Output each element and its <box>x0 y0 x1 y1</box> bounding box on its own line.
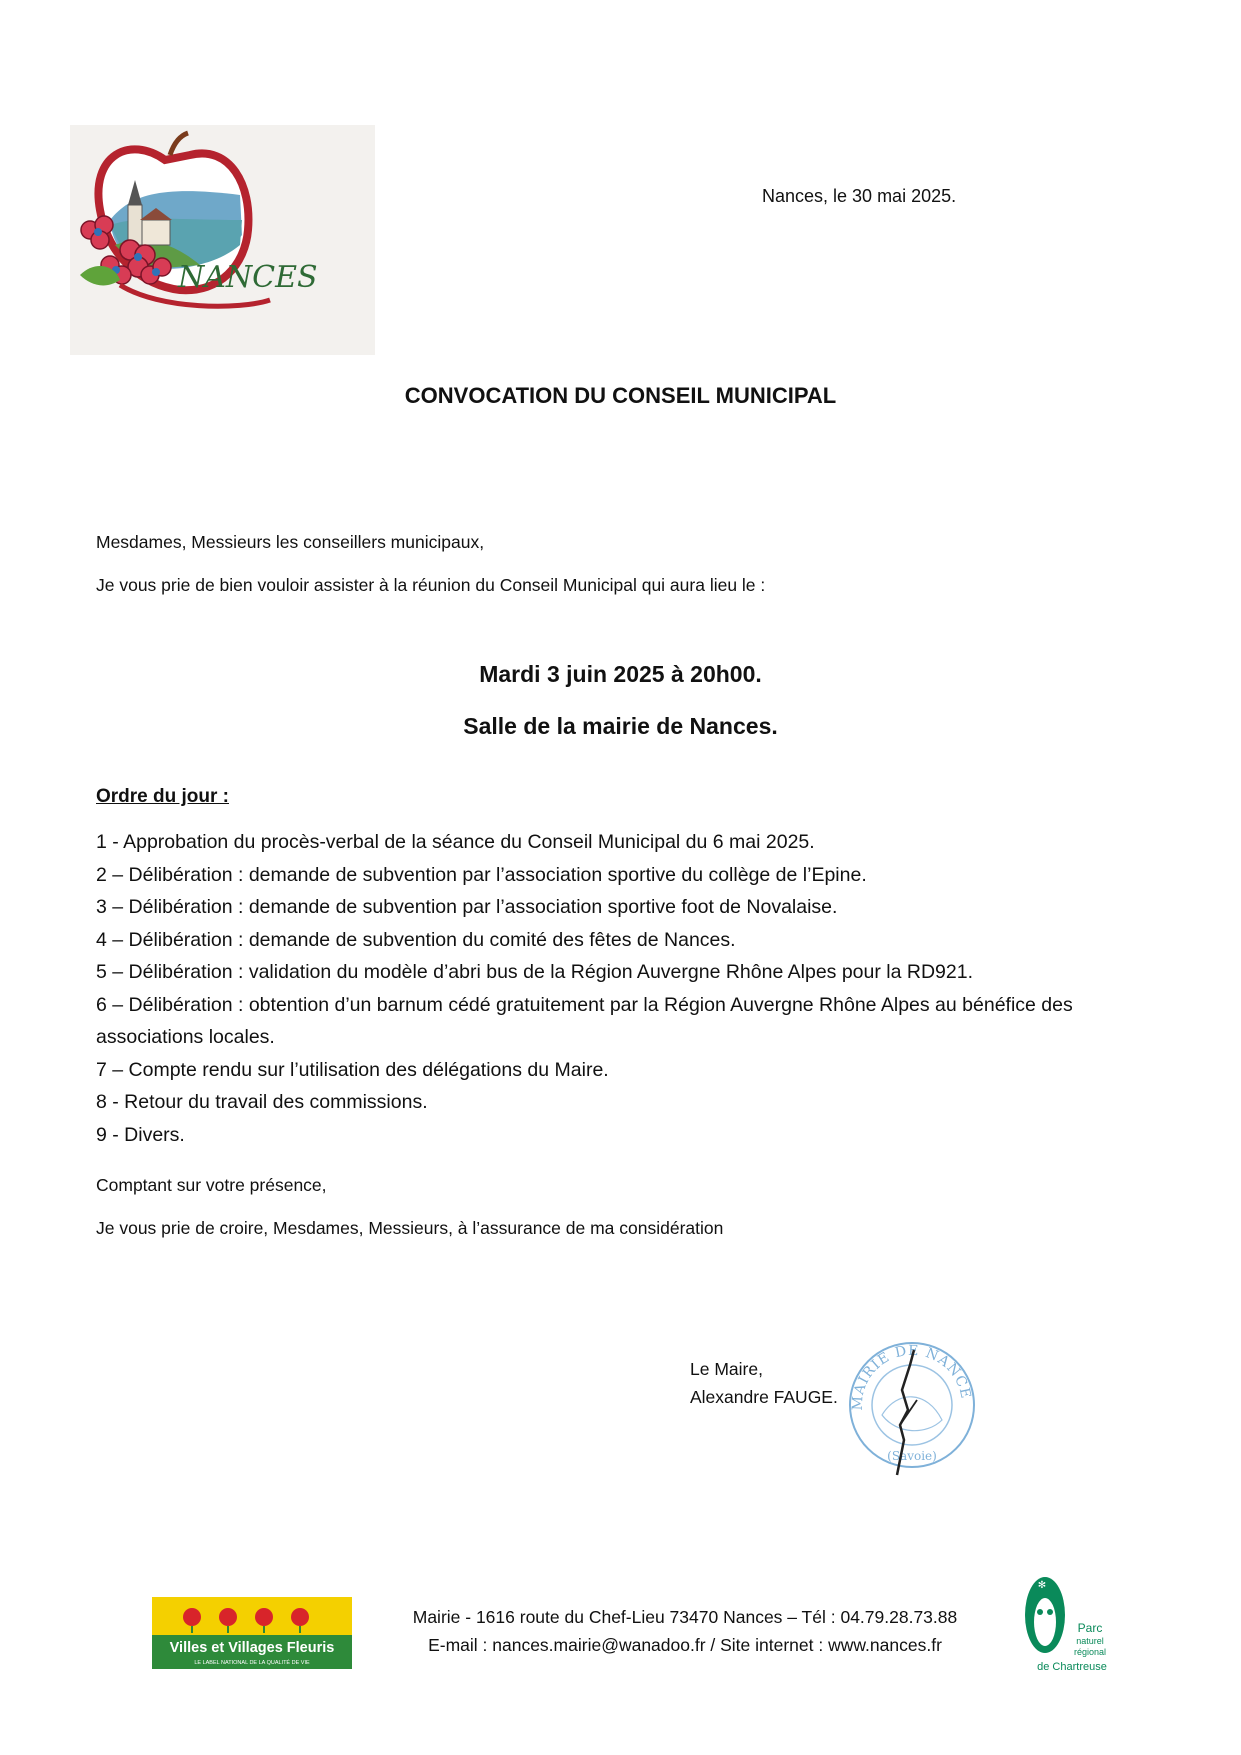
salutation: Mesdames, Messieurs les conseillers municipaux, <box>96 532 485 552</box>
agenda-item: 4 – Délibération : demande de subvention du comité des fêtes de Nances. <box>96 928 736 951</box>
pnr-line3: régional <box>1073 1647 1107 1657</box>
footer-address: Mairie - 1616 route du Chef-Lieu 73470 Nances – Tél : 04.79.28.73.88 <box>412 1607 958 1627</box>
pnr-line1: Parc <box>1077 1621 1103 1635</box>
signature-block <box>690 1355 838 1411</box>
date-line: Nances, le 30 mai 2025. <box>762 186 957 206</box>
pnr-line4: de Chartreuse <box>1037 1661 1107 1673</box>
signature-name: Alexandre FAUGE. <box>690 1387 838 1407</box>
stamp-text: MAIRIE DE NANCE <box>849 1342 974 1411</box>
footer-contact <box>360 1603 1010 1659</box>
agenda-item: 8 - Retour du travail des commissions. <box>96 1091 428 1113</box>
villes-villages-fleuris-logo <box>152 1597 352 1669</box>
parc-chartreuse-logo <box>1020 1570 1115 1680</box>
agenda-item: 2 – Délibération : demande de subvention par l’association sportive du collège de l’Epine. <box>96 863 867 886</box>
signature-role: Le Maire, <box>690 1359 763 1379</box>
intro-text: Je vous prie de bien vouloir assister à la réunion du Conseil Municipal qui aura lieu le : <box>96 575 766 595</box>
svg-text:✻: ✻ <box>1037 1580 1047 1591</box>
vvf-tagline: LE LABEL NATIONAL DE LA QUALITÉ DE VIE <box>194 1660 310 1666</box>
nances-logo <box>70 125 375 355</box>
agenda-item: 7 – Compte rendu sur l’utilisation des délégations du Maire. <box>96 1058 609 1081</box>
agenda-item: 3 – Délibération : demande de subvention par l’association sportive foot de Novalaise. <box>96 896 838 918</box>
agenda-list <box>96 826 1176 1151</box>
meeting-place: Salle de la mairie de Nances. <box>463 713 778 739</box>
pnr-line2: naturel <box>1076 1636 1104 1646</box>
footer-email-website: E-mail : nances.mairie@wanadoo.fr / Site internet : www.nances.fr <box>428 1635 942 1655</box>
closing-line-2: Je vous prie de croire, Mesdames, Messieurs, à l’assurance de ma considération <box>96 1218 724 1238</box>
closing-line-1: Comptant sur votre présence, <box>96 1175 327 1195</box>
agenda-heading: Ordre du jour : <box>96 786 229 807</box>
page-title: CONVOCATION DU CONSEIL MUNICIPAL <box>404 383 837 408</box>
mairie-stamp <box>842 1330 982 1480</box>
vvf-label: Villes et Villages Fleuris <box>169 1640 335 1656</box>
logo-text: NANCES <box>178 260 318 295</box>
agenda-item: 6 – Délibération : obtention d’un barnum cédé gratuitement par la Région Auvergne Rhône Alpes au bénéfice des associations locales. <box>96 993 1073 1048</box>
agenda-item: 1 - Approbation du procès-verbal de la séance du Conseil Municipal du 6 mai 2025. <box>96 831 815 853</box>
agenda-item: 9 - Divers. <box>96 1123 185 1146</box>
agenda-item: 5 – Délibération : validation du modèle d’abri bus de la Région Auvergne Rhône Alpes pour la RD921. <box>96 961 973 983</box>
meeting-date: Mardi 3 juin 2025 à 20h00. <box>479 661 762 687</box>
stamp-sub: (Savoie) <box>887 1449 937 1463</box>
